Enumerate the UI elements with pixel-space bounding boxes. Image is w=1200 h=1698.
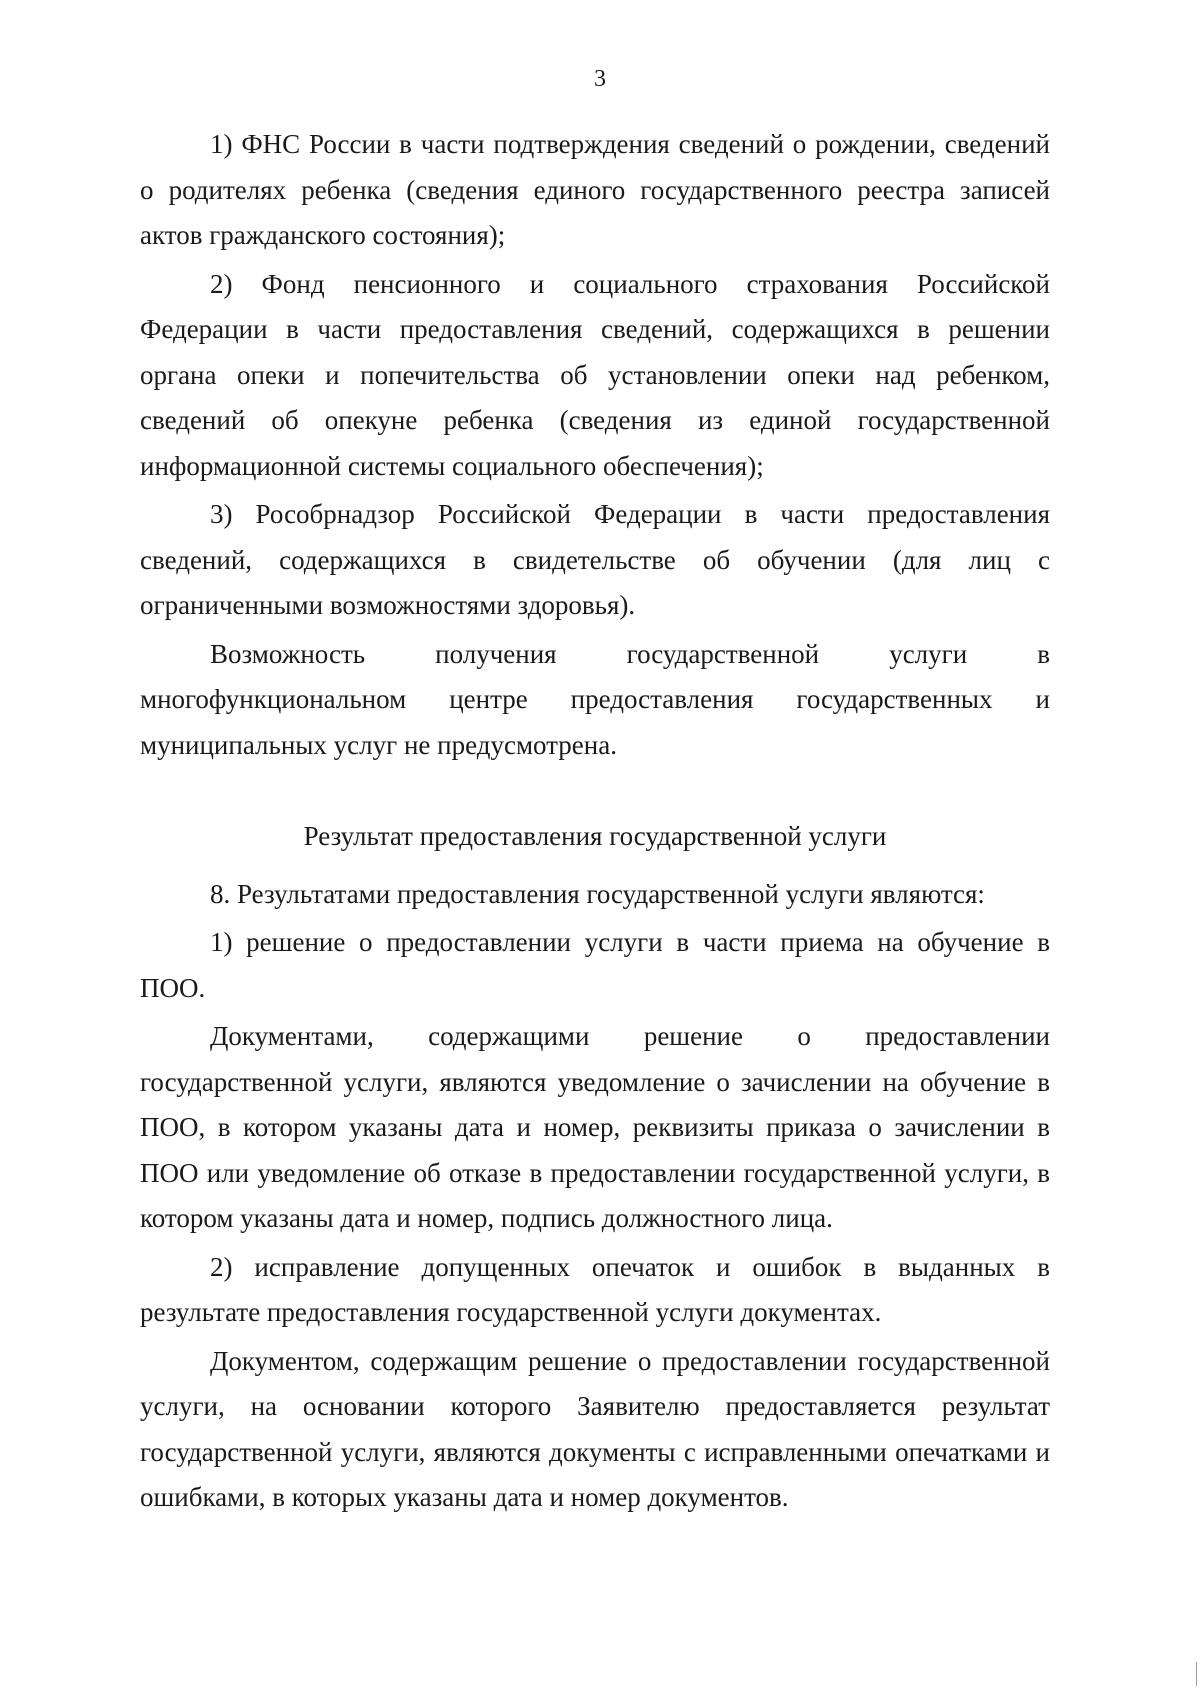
document-body [140, 122, 1050, 1524]
paragraph-result-decision: 1) решение о предоставлении услуги в части приема на обучение в ПОО. [140, 927, 1050, 1003]
paragraph-fns: 1) ФНС России в части подтверждения сведений о рождении, сведений о родителях ребенка (сведения единого государственного реестра записей актов гражданского состояния); [140, 129, 1050, 250]
paragraph-results-intro: 8. Результатами предоставления государственной услуги являются: [210, 878, 985, 909]
paragraph-pension-fund: 2) Фонд пенсионного и социального страхования Российской Федерации в части предоставления сведений, содержащихся в решении органа опеки и попечительства об установлении опеки над ребенком, сведений об опекуне ребенка (сведения из единой государственной информационной системы социального обеспечения); [140, 268, 1050, 481]
paragraph-mfc: Возможность получения государственной услуги в многофункциональном центре предоставления государственных и муниципальных услуг не предусмотрена. [140, 638, 1050, 760]
paragraph-decision-documents: Документами, содержащими решение о предоставлении государственной услуги, являются уведомление о зачислении на обучение в ПОО, в котором указаны дата и номер, реквизиты приказа о зачислении в ПОО или уведомление об отказе в предоставлении государственной услуги, в котором указаны дата и номер, подпись должностного лица. [140, 1021, 1050, 1233]
paragraph-rosobrnadzor: 3) Рособрнадзор Российской Федерации в части предоставления сведений, содержащихся в свидетельстве об обучении (для лиц с ограниченными возможностями здоровья). [140, 499, 1050, 620]
paragraph-corrections-documents: Документом, содержащим решение о предоставлении государственной услуги, на основании которого Заявителю предоставляется результат государственной услуги, являются документы с исправленными опечатками и ошибками, в которых указаны дата и номер документов. [140, 1345, 1050, 1512]
paragraph-result-corrections: 2) исправление допущенных опечаток и ошибок в выданных в результате предоставления государственной услуги документах. [140, 1251, 1050, 1327]
scan-edge-mark [1196, 1662, 1197, 1686]
page-number: 3 [594, 66, 606, 92]
section-heading: Результат предоставления государственной услуги [303, 821, 887, 851]
